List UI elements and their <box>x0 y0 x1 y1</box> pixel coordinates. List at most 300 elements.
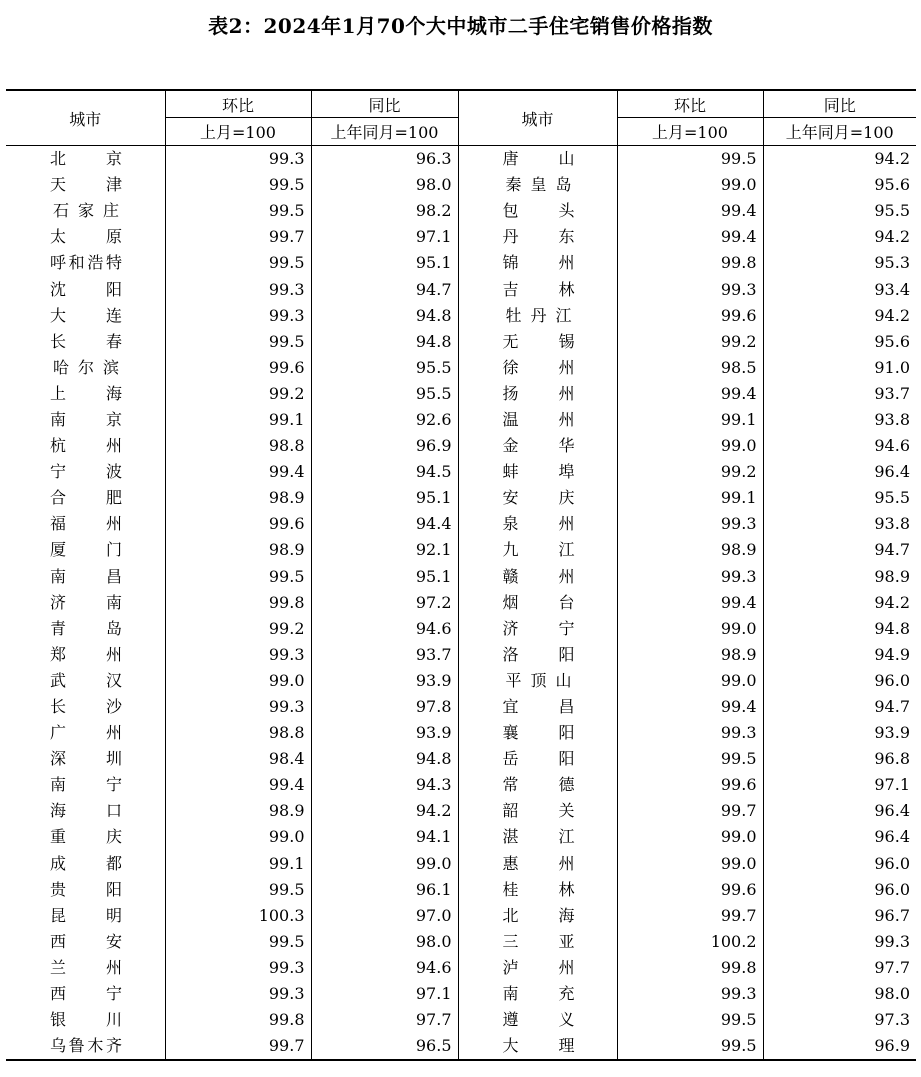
table-row <box>6 459 916 485</box>
yoy-index-cell: 93.7 <box>311 642 458 668</box>
mom-index-cell: 98.5 <box>617 355 763 381</box>
city-name-cell <box>6 381 165 407</box>
mom-index-cell: 99.6 <box>617 303 763 329</box>
yoy-index-cell: 95.1 <box>311 564 458 590</box>
mom-index-cell: 99.4 <box>617 198 763 224</box>
city-name: 泉州 <box>502 514 575 534</box>
mom-index-cell: 99.0 <box>617 851 763 877</box>
table-row <box>6 407 916 433</box>
yoy-index-cell: 94.8 <box>311 329 458 355</box>
city-name: 三亚 <box>502 931 575 951</box>
mom-index-cell: 98.4 <box>165 746 311 772</box>
city-name: 惠州 <box>502 853 575 873</box>
mom-index-cell: 98.8 <box>165 720 311 746</box>
city-name: 兰州 <box>50 957 122 977</box>
table-row <box>6 564 916 590</box>
city-name-cell <box>458 224 617 250</box>
yoy-index-cell: 97.3 <box>763 1007 916 1033</box>
table-row <box>6 224 916 250</box>
city-name-cell <box>6 824 165 850</box>
city-name-cell <box>458 590 617 616</box>
yoy-index-cell: 96.0 <box>763 668 916 694</box>
city-name-cell <box>458 1007 617 1033</box>
city-name: 广州 <box>50 723 122 743</box>
city-name-cell <box>6 564 165 590</box>
city-name: 洛阳 <box>502 644 575 664</box>
mom-index-cell: 99.5 <box>617 146 763 173</box>
city-name: 大理 <box>502 1036 575 1056</box>
city-name: 济宁 <box>502 618 575 638</box>
yoy-index-cell: 95.5 <box>311 355 458 381</box>
yoy-index-cell: 98.9 <box>763 564 916 590</box>
city-name-cell <box>458 329 617 355</box>
yoy-index-cell: 96.7 <box>763 903 916 929</box>
yoy-index-cell: 96.9 <box>311 433 458 459</box>
header-city-left: 城市 <box>6 90 165 146</box>
mom-index-cell: 99.2 <box>617 329 763 355</box>
city-name: 安庆 <box>502 488 575 508</box>
table-row <box>6 1007 916 1033</box>
city-name-cell <box>458 303 617 329</box>
yoy-index-cell: 98.0 <box>311 172 458 198</box>
city-name: 郑州 <box>50 644 122 664</box>
yoy-index-cell: 98.0 <box>763 981 916 1007</box>
header-mom-left: 环比 <box>165 90 311 118</box>
header-mom-base-right: 上月=100 <box>617 118 763 146</box>
yoy-index-cell: 97.7 <box>311 1007 458 1033</box>
city-name: 成都 <box>50 853 122 873</box>
mom-index-cell: 99.5 <box>165 250 311 276</box>
mom-index-cell: 99.6 <box>617 877 763 903</box>
city-name: 襄阳 <box>502 723 575 743</box>
mom-index-cell: 99.2 <box>165 381 311 407</box>
mom-index-cell: 99.3 <box>165 303 311 329</box>
city-name: 金华 <box>502 436 575 456</box>
city-name: 武汉 <box>50 670 122 690</box>
city-name: 厦门 <box>50 540 122 560</box>
table-body <box>6 146 916 1061</box>
mom-index-cell: 99.8 <box>617 250 763 276</box>
city-name: 乌鲁木齐 <box>50 1036 122 1056</box>
mom-index-cell: 99.8 <box>617 955 763 981</box>
city-name: 南昌 <box>50 566 122 586</box>
table-row <box>6 642 916 668</box>
mom-index-cell: 99.0 <box>165 668 311 694</box>
city-name: 唐山 <box>502 149 575 169</box>
city-name-cell <box>458 381 617 407</box>
city-name: 温州 <box>502 409 575 429</box>
yoy-index-cell: 94.7 <box>763 537 916 563</box>
yoy-index-cell: 94.4 <box>311 511 458 537</box>
yoy-index-cell: 96.1 <box>311 877 458 903</box>
table-row <box>6 485 916 511</box>
city-name: 太原 <box>50 227 122 247</box>
yoy-index-cell: 93.9 <box>311 668 458 694</box>
city-name-cell <box>458 877 617 903</box>
yoy-index-cell: 94.8 <box>311 303 458 329</box>
city-name-cell <box>458 720 617 746</box>
table-row <box>6 250 916 276</box>
city-name-cell <box>458 929 617 955</box>
city-name: 南宁 <box>50 775 122 795</box>
table-row <box>6 955 916 981</box>
city-name-cell <box>458 355 617 381</box>
yoy-index-cell: 99.3 <box>763 929 916 955</box>
city-name-cell <box>6 303 165 329</box>
mom-index-cell: 99.0 <box>617 616 763 642</box>
city-name-cell <box>6 172 165 198</box>
city-name-cell <box>6 146 165 173</box>
yoy-index-cell: 94.9 <box>763 642 916 668</box>
mom-index-cell: 99.6 <box>165 511 311 537</box>
city-name: 九江 <box>502 540 575 560</box>
city-name: 牡丹江 <box>505 305 572 325</box>
city-name-cell <box>6 798 165 824</box>
mom-index-cell: 99.7 <box>617 798 763 824</box>
yoy-index-cell: 93.9 <box>763 720 916 746</box>
city-name: 天津 <box>50 175 122 195</box>
city-name-cell <box>458 824 617 850</box>
city-name: 哈尔滨 <box>53 357 119 377</box>
mom-index-cell: 100.3 <box>165 903 311 929</box>
yoy-index-cell: 92.1 <box>311 537 458 563</box>
city-name: 长沙 <box>50 697 122 717</box>
table-row <box>6 511 916 537</box>
city-name-cell <box>458 955 617 981</box>
mom-index-cell: 98.8 <box>165 433 311 459</box>
table-row <box>6 851 916 877</box>
mom-index-cell: 99.1 <box>165 407 311 433</box>
table-row <box>6 1033 916 1060</box>
city-name: 贵阳 <box>50 879 122 899</box>
city-name: 石家庄 <box>53 201 119 221</box>
yoy-index-cell: 96.8 <box>763 746 916 772</box>
table-row <box>6 146 916 173</box>
yoy-index-cell: 94.7 <box>311 276 458 302</box>
yoy-index-cell: 96.4 <box>763 798 916 824</box>
city-name-cell <box>6 590 165 616</box>
city-name: 昆明 <box>50 905 122 925</box>
mom-index-cell: 99.7 <box>165 1033 311 1060</box>
mom-index-cell: 99.5 <box>165 877 311 903</box>
mom-index-cell: 99.8 <box>165 1007 311 1033</box>
mom-index-cell: 99.3 <box>617 564 763 590</box>
mom-index-cell: 99.5 <box>165 198 311 224</box>
mom-index-cell: 98.9 <box>165 485 311 511</box>
header-yoy-left: 同比 <box>311 90 458 118</box>
mom-index-cell: 99.3 <box>165 642 311 668</box>
yoy-index-cell: 94.8 <box>311 746 458 772</box>
city-name-cell <box>458 459 617 485</box>
city-name: 呼和浩特 <box>50 253 122 273</box>
city-name: 蚌埠 <box>502 462 575 482</box>
mom-index-cell: 99.1 <box>617 485 763 511</box>
mom-index-cell: 99.0 <box>165 824 311 850</box>
yoy-index-cell: 93.8 <box>763 407 916 433</box>
city-name-cell <box>6 877 165 903</box>
mom-index-cell: 99.3 <box>165 981 311 1007</box>
city-name-cell <box>6 276 165 302</box>
city-name-cell <box>6 1033 165 1060</box>
mom-index-cell: 99.5 <box>165 329 311 355</box>
header-yoy-base-left: 上年同月=100 <box>311 118 458 146</box>
city-name: 湛江 <box>502 827 575 847</box>
mom-index-cell: 99.5 <box>165 564 311 590</box>
yoy-index-cell: 94.6 <box>311 616 458 642</box>
header-yoy-right: 同比 <box>763 90 916 118</box>
mom-index-cell: 98.9 <box>617 537 763 563</box>
table-row <box>6 303 916 329</box>
city-name-cell <box>458 746 617 772</box>
city-name: 银川 <box>50 1010 122 1030</box>
yoy-index-cell: 97.7 <box>763 955 916 981</box>
mom-index-cell: 99.3 <box>165 955 311 981</box>
city-name-cell <box>6 459 165 485</box>
mom-index-cell: 99.3 <box>617 511 763 537</box>
table-row <box>6 433 916 459</box>
mom-index-cell: 99.4 <box>617 694 763 720</box>
yoy-index-cell: 99.0 <box>311 851 458 877</box>
yoy-index-cell: 96.3 <box>311 146 458 173</box>
city-name: 桂林 <box>502 879 575 899</box>
mom-index-cell: 98.9 <box>165 798 311 824</box>
city-name: 海口 <box>50 801 122 821</box>
city-name-cell <box>458 616 617 642</box>
table-row <box>6 903 916 929</box>
city-name: 包头 <box>502 201 575 221</box>
yoy-index-cell: 94.6 <box>311 955 458 981</box>
yoy-index-cell: 94.2 <box>311 798 458 824</box>
city-name-cell <box>6 1007 165 1033</box>
mom-index-cell: 99.3 <box>165 694 311 720</box>
city-name-cell <box>6 537 165 563</box>
city-name-cell <box>458 564 617 590</box>
city-name-cell <box>6 642 165 668</box>
city-name: 北京 <box>50 149 122 169</box>
city-name-cell <box>6 746 165 772</box>
table-title: 表2：2024年1月70个大中城市二手住宅销售价格指数 <box>208 14 713 38</box>
header-yoy-base-right: 上年同月=100 <box>763 118 916 146</box>
city-name-cell <box>458 642 617 668</box>
city-name-cell <box>458 172 617 198</box>
yoy-index-cell: 96.0 <box>763 877 916 903</box>
header-mom-base-left: 上月=100 <box>165 118 311 146</box>
mom-index-cell: 99.8 <box>165 590 311 616</box>
price-index-table <box>6 89 916 1061</box>
city-name-cell <box>6 668 165 694</box>
yoy-index-cell: 91.0 <box>763 355 916 381</box>
city-name: 长春 <box>50 331 122 351</box>
city-name: 吉林 <box>502 279 575 299</box>
table-row <box>6 720 916 746</box>
yoy-index-cell: 95.1 <box>311 485 458 511</box>
city-name: 泸州 <box>502 957 575 977</box>
city-name-cell <box>458 694 617 720</box>
table-row <box>6 172 916 198</box>
yoy-index-cell: 95.5 <box>763 485 916 511</box>
city-name-cell <box>458 433 617 459</box>
city-name-cell <box>6 955 165 981</box>
yoy-index-cell: 94.7 <box>763 694 916 720</box>
yoy-index-cell: 93.7 <box>763 381 916 407</box>
mom-index-cell: 99.1 <box>165 851 311 877</box>
yoy-index-cell: 94.5 <box>311 459 458 485</box>
city-name-cell <box>6 407 165 433</box>
mom-index-cell: 99.0 <box>617 433 763 459</box>
city-name-cell <box>458 903 617 929</box>
city-name-cell <box>6 929 165 955</box>
mom-index-cell: 99.3 <box>617 981 763 1007</box>
yoy-index-cell: 98.0 <box>311 929 458 955</box>
table-row <box>6 772 916 798</box>
mom-index-cell: 99.3 <box>617 276 763 302</box>
table-row <box>6 616 916 642</box>
city-name-cell <box>6 329 165 355</box>
city-name: 锦州 <box>502 253 575 273</box>
city-name-cell <box>458 146 617 173</box>
yoy-index-cell: 94.2 <box>763 224 916 250</box>
city-name-cell <box>458 772 617 798</box>
mom-index-cell: 99.7 <box>165 224 311 250</box>
city-name-cell <box>6 511 165 537</box>
mom-index-cell: 99.4 <box>165 772 311 798</box>
table-row <box>6 877 916 903</box>
city-name: 赣州 <box>502 566 575 586</box>
table-row <box>6 798 916 824</box>
table-row <box>6 590 916 616</box>
city-name-cell <box>458 485 617 511</box>
city-name: 无锡 <box>502 331 575 351</box>
mom-index-cell: 98.9 <box>617 642 763 668</box>
yoy-index-cell: 93.8 <box>763 511 916 537</box>
yoy-index-cell: 97.2 <box>311 590 458 616</box>
mom-index-cell: 99.0 <box>617 172 763 198</box>
city-name: 济南 <box>50 592 122 612</box>
city-name-cell <box>6 720 165 746</box>
city-name-cell <box>458 851 617 877</box>
city-name: 深圳 <box>50 749 122 769</box>
city-name: 烟台 <box>502 592 575 612</box>
mom-index-cell: 99.3 <box>165 276 311 302</box>
yoy-index-cell: 93.4 <box>763 276 916 302</box>
mom-index-cell: 99.1 <box>617 407 763 433</box>
city-name-cell <box>458 198 617 224</box>
mom-index-cell: 99.3 <box>617 720 763 746</box>
mom-index-cell: 99.5 <box>617 746 763 772</box>
yoy-index-cell: 96.5 <box>311 1033 458 1060</box>
table-row <box>6 355 916 381</box>
mom-index-cell: 99.3 <box>165 146 311 173</box>
mom-index-cell: 100.2 <box>617 929 763 955</box>
city-name-cell <box>458 407 617 433</box>
city-name-cell <box>6 694 165 720</box>
city-name-cell <box>6 981 165 1007</box>
city-name: 北海 <box>502 905 575 925</box>
city-name-cell <box>6 485 165 511</box>
yoy-index-cell: 92.6 <box>311 407 458 433</box>
table-row <box>6 329 916 355</box>
city-name-cell <box>458 276 617 302</box>
yoy-index-cell: 95.1 <box>311 250 458 276</box>
mom-index-cell: 99.5 <box>617 1007 763 1033</box>
table-row <box>6 198 916 224</box>
yoy-index-cell: 95.6 <box>763 172 916 198</box>
mom-index-cell: 99.2 <box>165 616 311 642</box>
mom-index-cell: 99.2 <box>617 459 763 485</box>
city-name: 南充 <box>502 984 575 1004</box>
yoy-index-cell: 96.4 <box>763 459 916 485</box>
yoy-index-cell: 94.1 <box>311 824 458 850</box>
city-name: 上海 <box>50 383 122 403</box>
city-name: 宁波 <box>50 462 122 482</box>
table-row <box>6 981 916 1007</box>
table-row <box>6 276 916 302</box>
yoy-index-cell: 96.0 <box>763 851 916 877</box>
mom-index-cell: 99.4 <box>617 590 763 616</box>
city-name: 青岛 <box>50 618 122 638</box>
city-name: 杭州 <box>50 436 122 456</box>
city-name-cell <box>6 851 165 877</box>
yoy-index-cell: 97.1 <box>763 772 916 798</box>
mom-index-cell: 99.4 <box>165 459 311 485</box>
table-row <box>6 929 916 955</box>
yoy-index-cell: 98.2 <box>311 198 458 224</box>
city-name: 沈阳 <box>50 279 122 299</box>
header-mom-right: 环比 <box>617 90 763 118</box>
city-name-cell <box>458 668 617 694</box>
mom-index-cell: 99.4 <box>617 381 763 407</box>
mom-index-cell: 99.6 <box>617 772 763 798</box>
table-row <box>6 668 916 694</box>
yoy-index-cell: 94.8 <box>763 616 916 642</box>
city-name: 扬州 <box>502 383 575 403</box>
mom-index-cell: 99.5 <box>617 1033 763 1060</box>
city-name-cell <box>6 616 165 642</box>
yoy-index-cell: 93.9 <box>311 720 458 746</box>
city-name-cell <box>6 355 165 381</box>
table-row <box>6 694 916 720</box>
city-name: 岳阳 <box>502 749 575 769</box>
city-name: 合肥 <box>50 488 122 508</box>
city-name: 宜昌 <box>502 697 575 717</box>
yoy-index-cell: 94.3 <box>311 772 458 798</box>
city-name-cell <box>6 250 165 276</box>
yoy-index-cell: 95.5 <box>311 381 458 407</box>
city-name-cell <box>458 1033 617 1060</box>
city-name: 秦皇岛 <box>505 175 572 195</box>
city-name-cell <box>6 772 165 798</box>
city-name-cell <box>6 903 165 929</box>
city-name-cell <box>458 537 617 563</box>
city-name-cell <box>458 511 617 537</box>
city-name-cell <box>458 981 617 1007</box>
city-name: 福州 <box>50 514 122 534</box>
table-row <box>6 824 916 850</box>
city-name: 西安 <box>50 931 122 951</box>
mom-index-cell: 99.0 <box>617 668 763 694</box>
city-name: 韶关 <box>502 801 575 821</box>
yoy-index-cell: 95.5 <box>763 198 916 224</box>
mom-index-cell: 99.6 <box>165 355 311 381</box>
header-city-right: 城市 <box>458 90 617 146</box>
city-name: 遵义 <box>502 1010 575 1030</box>
yoy-index-cell: 97.8 <box>311 694 458 720</box>
city-name-cell <box>6 224 165 250</box>
mom-index-cell: 99.5 <box>165 929 311 955</box>
yoy-index-cell: 95.3 <box>763 250 916 276</box>
table-row <box>6 381 916 407</box>
yoy-index-cell: 97.1 <box>311 981 458 1007</box>
